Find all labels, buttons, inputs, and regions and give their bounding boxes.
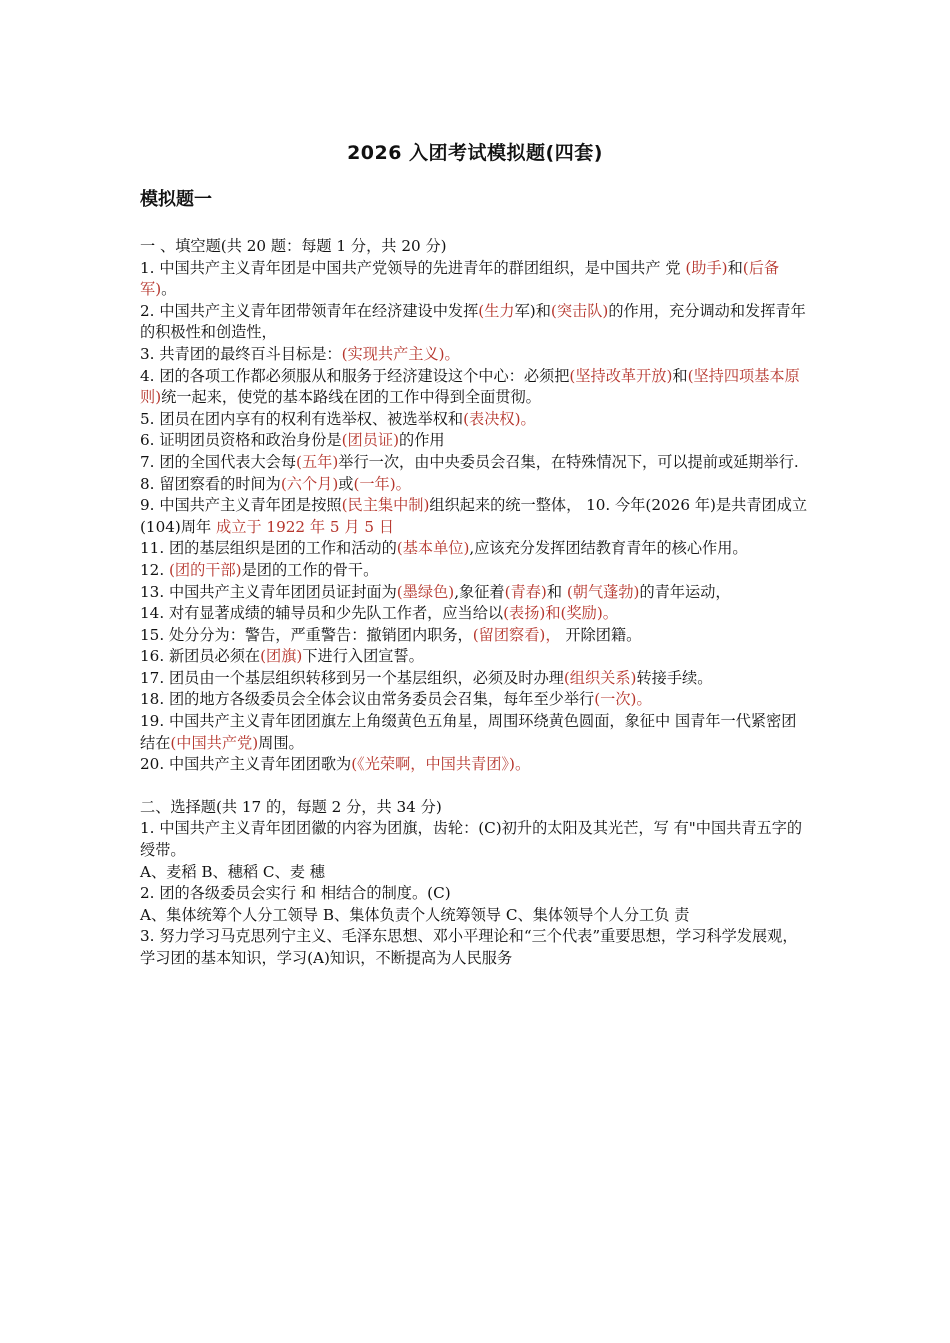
question-6: 6. 证明团员资格和政治身份是(团员证)的作用 — [140, 431, 445, 450]
choice-question-3: 3. 努力学习马克思列宁主义、毛泽东思想、邓小平理论和“三个代表”重要思想，学习科学发展观，学习团的基本知识，学习(A)知识，不断提高为人民服务 — [140, 927, 798, 967]
document-body — [140, 236, 810, 970]
choice-question-2-options: A、集体统筹个人分工领导 B、集体负责个人统筹领导 C、集体领导个人分工负 责 — [140, 905, 690, 924]
answer: (民主集中制) — [341, 496, 430, 515]
answer: (一次)。 — [594, 690, 652, 709]
answer: (坚持改革开放) — [569, 366, 673, 385]
fill-section-header: 一 、填空题(共 20 题：每题 1 分，共 20 分) — [140, 237, 447, 255]
question-17: 17. 团员由一个基层组织转移到另一个基层组织，必须及时办理(组织关系)转接手续。 — [140, 668, 713, 687]
set-title: 模拟题一 — [140, 189, 212, 210]
question-12: 12. (团的干部)是团的工作的骨干。 — [140, 560, 379, 579]
answer: (中国共产党) — [170, 733, 259, 752]
answer: (助手) — [685, 258, 728, 277]
question-16: 16. 新团员必须在(团旗)下进行入团宣誓。 — [140, 647, 424, 666]
answer: (基本单位) — [396, 539, 470, 558]
choice-section-header: 二、选择题(共 17 的，每题 2 分，共 34 分) — [140, 797, 442, 816]
question-20: 20. 中国共产主义青年团团歌为(《光荣啊，中国共青团》)。 — [140, 755, 531, 774]
answer: (五年) — [296, 452, 339, 471]
answer: (墨绿色) — [396, 582, 455, 601]
answer: (生力 — [478, 301, 515, 320]
answer: (六个月) — [280, 474, 339, 493]
question-13: 13. 中国共产主义青年团团员证封面为(墨绿色),象征着(青春)和 (朝气蓬勃)的青年运动， — [140, 582, 731, 601]
answer: (团的干部) — [168, 560, 242, 579]
answer: (团旗) — [260, 647, 303, 666]
answer: (青春) — [504, 582, 547, 601]
question-3: 3. 共青团的最终百斗目标是：(实现共产主义)。 — [140, 344, 460, 363]
question-15: 15. 处分分为：警告，严重警告：撤销团内职务，(留团察看)， 开除团籍。 — [140, 625, 642, 644]
document-title: 2026 入团考试模拟题(四套) — [347, 142, 603, 164]
answer: (实现共产主义)。 — [341, 344, 460, 363]
question-5: 5. 团员在团内享有的权利有选举权、被选举权和(表决权)。 — [140, 409, 536, 428]
question-2: 2. 中国共产主义青年团带领青年在经济建设中发挥(生力军)和(突击队)的作用，充分调动和发挥青年的积极性和创造性， — [140, 301, 806, 342]
question-18: 18. 团的地方各级委员会全体会议由常务委员会召集，每年至少举行(一次)。 — [140, 690, 652, 709]
question-11: 11. 团的基层组织是团的工作和活动的(基本单位),应该充分发挥团结教育青年的核心作用。 — [140, 539, 748, 558]
choice-question-1: 1. 中国共产主义青年团团徽的内容为团旗，齿轮：(C)初升的太阳及其光芒，写 有"中国共青五字的绶带。 — [140, 819, 803, 860]
answer: (表决权)。 — [463, 409, 536, 428]
answer: (朝气蓬勃) — [566, 582, 640, 601]
question-7: 7. 团的全国代表大会每(五年)举行一次，由中央委员会召集，在特殊情况下，可以提前或延期举行. — [140, 452, 799, 471]
answer: (《光荣啊，中国共青团》)。 — [351, 755, 531, 774]
answer: 成立于 1922 年 5 月 5 日 — [216, 517, 395, 536]
choice-question-1-options: A、麦稻 B、穗稻 C、麦 穗 — [140, 862, 325, 881]
question-19: 19. 中国共产主义青年团团旗左上角缀黄色五角星，周围环绕黄色圆面，象征中 国青年一代紧密团结在(中国共产党)周围。 — [140, 712, 797, 752]
question-8: 8. 留团察看的时间为(六个月)或(一年)。 — [140, 474, 411, 493]
question-1: 1. 中国共产主义青年团是中国共产党领导的先进青年的群团组织，是中国共产 党 (助手)和(后备军)。 — [140, 258, 780, 299]
choice-question-2: 2. 团的各级委员会实行 和 相结合的制度。(C) — [140, 884, 451, 903]
answer: (留团察看)， — [472, 625, 561, 644]
question-4: 4. 团的各项工作都必须服从和服务于经济建设这个中心：必须把(坚持改革开放)和(坚持四项基本原则)统一起来，使党的基本路线在团的工作中得到全面贯彻。 — [140, 366, 800, 407]
answer: (表扬)和(奖励)。 — [503, 604, 618, 623]
answer: (一年)。 — [353, 474, 411, 493]
answer: (团员证) — [341, 431, 399, 450]
answer: (坚持四项基本原则) — [140, 366, 800, 407]
answer: (突击队) — [550, 301, 609, 320]
answer: (组织关系) — [563, 668, 637, 687]
question-9-10: 9. 中国共产主义青年团是按照(民主集中制)组织起来的统一整体， 10. 今年(2026 年)是共青团成立(104)周年 成立于 1922 年 5 月 5 日 — [140, 496, 808, 536]
question-14: 14. 对有显著成绩的辅导员和少先队工作者，应当给以(表扬)和(奖励)。 — [140, 604, 618, 623]
answer: (后备军) — [140, 258, 780, 299]
